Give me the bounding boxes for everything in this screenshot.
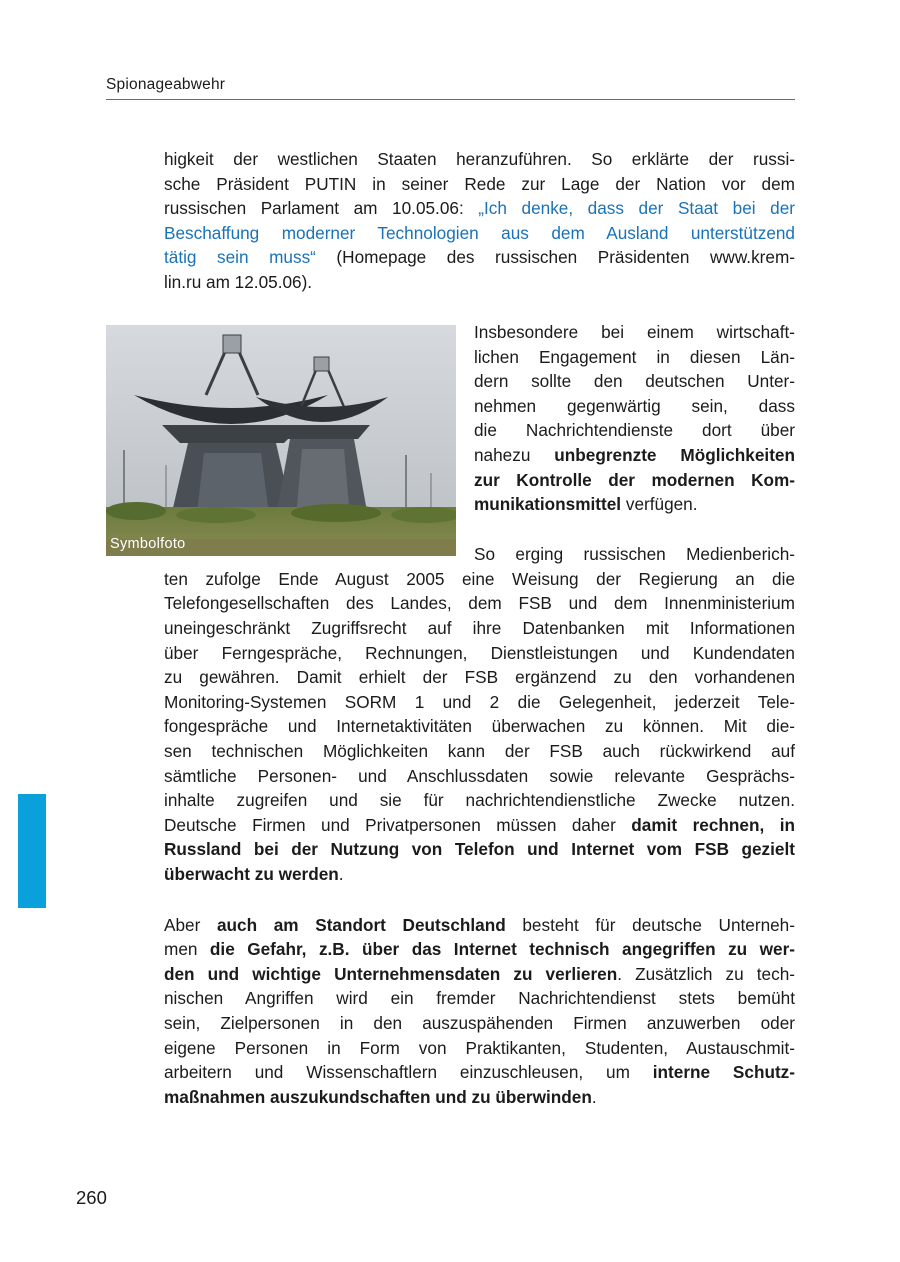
text-line: sen technischen Möglichkeiten kann der FSB auch rückwirkend auf — [164, 741, 795, 761]
text-span: (Homepage des russischen Präsidenten www.krem- — [315, 247, 795, 267]
text-line — [164, 1060, 795, 1085]
header-rule — [106, 99, 795, 100]
text-line — [164, 962, 795, 987]
chapter-side-marker — [18, 794, 46, 908]
bold-span: den und wichtige Unternehmensdaten zu verlieren — [164, 964, 618, 984]
text-line: fongespräche und Internetaktivitäten überwachen zu können. Mit die- — [164, 716, 795, 736]
bold-span: Russland bei der Nutzung von Telefon und Internet vom FSB gezielt — [164, 839, 795, 859]
text-line: sein, Zielpersonen in den auszuspähenden Firmen anzuwerben oder — [164, 1013, 795, 1033]
bold-span: munikationsmittel — [474, 494, 622, 514]
text-line — [164, 913, 795, 938]
text-span: arbeitern und Wissenschaftlern einzuschleusen, um — [164, 1062, 653, 1082]
text-line: Telefongesellschaften des Landes, dem FSB und dem Innenministerium — [164, 593, 795, 613]
text-span: . Zusätzlich zu tech- — [617, 964, 795, 984]
text-line — [164, 813, 795, 838]
text-line: dern sollte den deutschen Unter- — [474, 371, 795, 391]
bold-span: zur Kontrolle der modernen Kom- — [474, 470, 795, 490]
text-span: Deutsche Firmen und Privatpersonen müssen daher — [164, 815, 632, 835]
bold-span: auch am Standort Deutschland — [216, 915, 506, 935]
text-line: die Nachrichtendienste dort über — [474, 420, 795, 440]
quote-span: „Ich denke, dass der Staat bei der — [478, 198, 795, 218]
bold-span: maßnahmen auszukundschaften und zu überwinden — [164, 1087, 592, 1107]
text-span: . — [591, 1087, 597, 1107]
text-line: uneingeschränkt Zugriffsrecht auf ihre Datenbanken mit Informationen — [164, 618, 795, 638]
bold-span: interne Schutz- — [652, 1062, 795, 1082]
text-line: nehmen gegenwärtig sein, dass — [474, 396, 795, 416]
text-line: inhalte zugreifen und sie für nachrichtendienstliche Zwecke nutzen. — [164, 790, 795, 810]
text-line: lichen Engagement in diesen Län- — [474, 347, 795, 367]
text-line — [164, 1085, 795, 1110]
text-span: russischen Parlament am 10.05.06: — [164, 198, 479, 218]
photo-caption: Symbolfoto — [110, 536, 186, 552]
text-span: besteht für deutsche Unterneh- — [505, 915, 795, 935]
quote-line: Beschaffung moderner Technologien aus dem Ausland unterstützend — [164, 223, 795, 243]
text-line: eigene Personen in Form von Praktikanten, Studenten, Austauschmit- — [164, 1038, 795, 1058]
text-line: ten zufolge Ende August 2005 eine Weisung der Regierung an die — [164, 569, 795, 589]
running-header: Spionageabwehr — [106, 76, 226, 93]
text-line — [164, 196, 795, 221]
text-line: So erging russischen Medienberich- — [474, 544, 795, 564]
text-line — [474, 443, 795, 468]
text-line — [164, 862, 795, 887]
bold-span: damit rechnen, in — [631, 815, 795, 835]
text-line: Insbesondere bei einem wirtschaft- — [474, 322, 795, 342]
text-span: Aber — [164, 915, 217, 935]
text-line: nischen Angriffen wird ein fremder Nachrichtendienst stets bemüht — [164, 988, 795, 1008]
text-span: men — [164, 939, 210, 959]
text-line — [474, 492, 795, 517]
page-number: 260 — [76, 1187, 107, 1208]
text-line: Monitoring-Systemen SORM 1 und 2 die Gelegenheit, jederzeit Tele- — [164, 692, 795, 712]
bold-line — [474, 468, 795, 493]
text-line: zu gewähren. Damit erhielt der FSB ergänzend zu den vorhandenen — [164, 667, 795, 687]
bold-span: überwacht zu werden — [164, 864, 339, 884]
bold-span: unbegrenzte Möglichkeiten — [554, 445, 795, 465]
bold-span: die Gefahr, z.B. über das Internet technisch angegriffen zu wer- — [209, 939, 795, 959]
radar-dishes-photo — [106, 325, 456, 556]
text-line: sämtliche Personen- und Anschlussdaten sowie relevante Gesprächs- — [164, 766, 795, 786]
bold-line — [164, 837, 795, 862]
text-span: . — [338, 864, 344, 884]
text-line: sche Präsident PUTIN in seiner Rede zur Lage der Nation vor dem — [164, 174, 795, 194]
quote-span: tätig sein muss“ — [164, 247, 316, 267]
text-line: über Ferngespräche, Rechnungen, Dienstleistungen und Kundendaten — [164, 643, 795, 663]
text-span: verfügen. — [621, 494, 698, 514]
text-line — [164, 937, 795, 962]
text-line: lin.ru am 12.05.06). — [164, 272, 313, 292]
text-line: higkeit der westlichen Staaten heranzuführen. So erklärte der russi- — [164, 149, 795, 169]
text-span: nahezu — [474, 445, 555, 465]
text-line — [164, 245, 795, 270]
